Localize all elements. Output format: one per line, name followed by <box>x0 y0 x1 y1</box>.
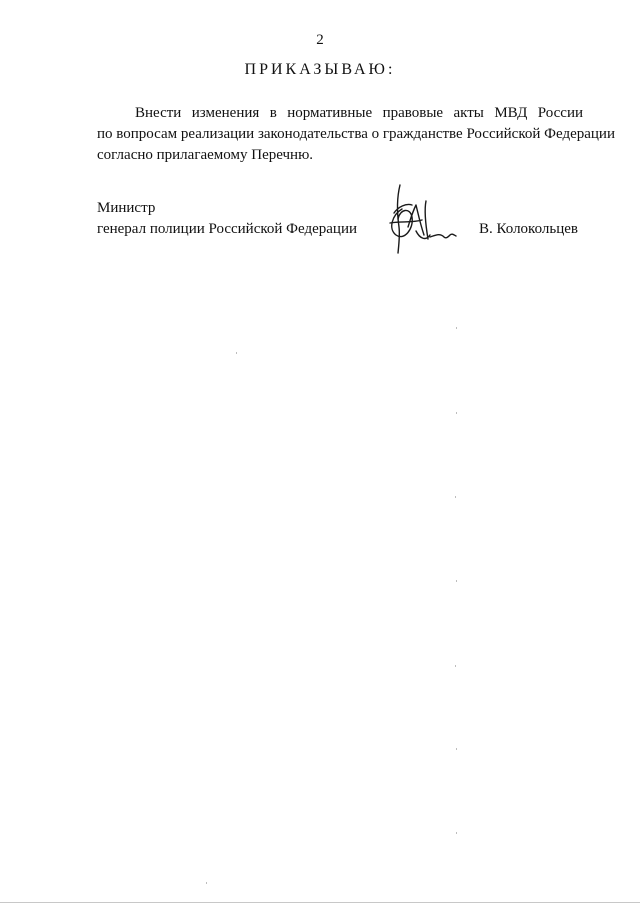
scan-speck <box>456 832 457 834</box>
scan-speck <box>455 496 456 498</box>
scan-speck <box>206 882 207 884</box>
scan-edge <box>0 902 640 903</box>
scan-speck <box>236 352 237 354</box>
scan-speck <box>456 412 457 414</box>
order-body <box>97 103 615 166</box>
page-number: 2 <box>316 32 324 48</box>
body-line: по вопросам реализации законодательства о гражданстве Российской Федерации <box>97 126 615 142</box>
body-line: согласно прилагаемому Перечню. <box>97 147 314 163</box>
scan-speck <box>455 665 456 667</box>
signatory-title: Министр <box>97 200 156 216</box>
scan-speck <box>456 748 457 750</box>
scan-speck <box>456 580 457 582</box>
order-heading: ПРИКАЗЫВАЮ: <box>244 61 396 78</box>
signatory-name: В. Колокольцев <box>479 221 578 237</box>
body-line: Внести изменения в нормативные правовые акты МВД России <box>135 105 583 121</box>
handwritten-signature <box>386 183 466 258</box>
signatory-rank: генерал полиции Российской Федерации <box>97 221 358 237</box>
scan-speck <box>456 327 457 329</box>
